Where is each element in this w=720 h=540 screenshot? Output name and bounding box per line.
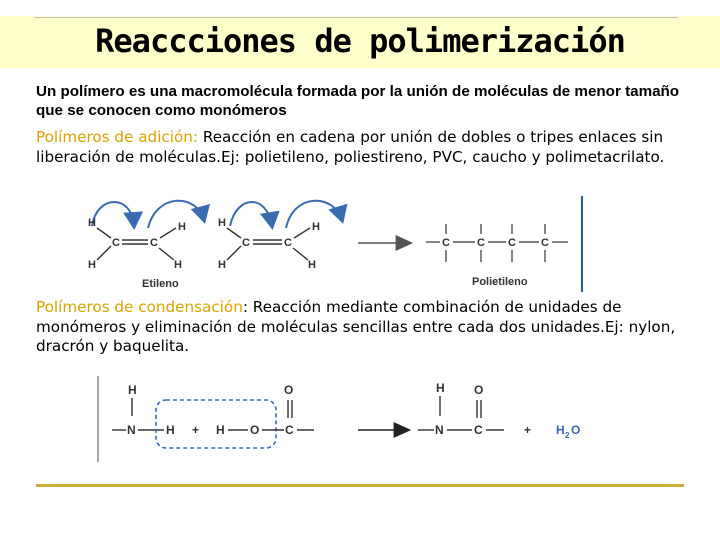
svg-text:C: C [541,237,549,249]
svg-text:H: H [218,259,226,271]
arc-arrow-2 [148,201,204,228]
addition-term: Polímeros de adición: [36,128,199,146]
bottom-accent-rule [36,484,684,487]
plus-sign-2: + [524,423,532,437]
slide-title: Reaccciones de polimerización [95,22,625,60]
arc-arrow-1 [92,202,134,226]
intro-paragraph: Un polímero es una macromolécula formada por la unión de moléculas de menor tamaño que se conocen como monómeros [36,83,680,119]
svg-text:H: H [216,423,225,437]
svg-text:O: O [571,423,581,437]
svg-text:C: C [442,237,450,249]
svg-text:H: H [312,221,320,233]
ethylene-polymerization-figure [62,196,586,292]
svg-text:N: N [127,423,136,437]
svg-text:C: C [477,237,485,249]
addition-paragraph [36,128,706,167]
svg-text:C: C [284,237,292,249]
svg-text:O: O [250,423,260,437]
water-molecule [556,423,580,440]
svg-text:N: N [435,423,444,437]
arc-arrow-3 [230,202,272,226]
svg-text:C: C [474,423,483,437]
ethylene-molecule-2 [218,217,320,271]
svg-text:H: H [174,259,182,271]
svg-text:H: H [556,423,565,437]
svg-text:H: H [308,259,316,271]
svg-text:C: C [285,423,294,437]
carboxyl-group [216,383,314,437]
amine-group [112,383,175,437]
svg-text:C: C [508,237,516,249]
svg-text:O: O [474,383,484,397]
condensation-term: Polímeros de condensación [36,298,243,316]
svg-text:H: H [436,381,445,395]
addition-text: Reacción en cadena por unión de dobles o tripes enlaces sin liberación de moléculas.Ej: polietileno, poliestireno, PVC, caucho y polimetacrilato. [36,128,665,166]
svg-text:C: C [242,237,250,249]
ethylene-molecule-1 [88,217,186,271]
svg-text:H: H [178,221,186,233]
product-label: Polietileno [472,276,528,288]
condensation-paragraph [36,298,706,357]
amide-product [418,381,504,437]
svg-text:O: O [284,383,294,397]
svg-text:C: C [112,237,120,249]
svg-text:C: C [150,237,158,249]
svg-text:H: H [88,217,96,229]
condensation-text: : Reacción mediante combinación de unidades de monómeros y eliminación de moléculas sencillas entre cada dos unidades.Ej: nylon, dracrón y baquelita. [36,298,676,355]
svg-text:H: H [218,217,226,229]
svg-text:H: H [88,259,96,271]
svg-text:2: 2 [565,431,570,440]
plus-sign-1: + [192,423,200,437]
polyethylene-chain [426,224,568,262]
condensation-reaction-figure [96,376,594,462]
svg-text:H: H [128,383,137,397]
reactant-label: Etileno [142,278,179,290]
svg-text:H: H [166,423,175,437]
